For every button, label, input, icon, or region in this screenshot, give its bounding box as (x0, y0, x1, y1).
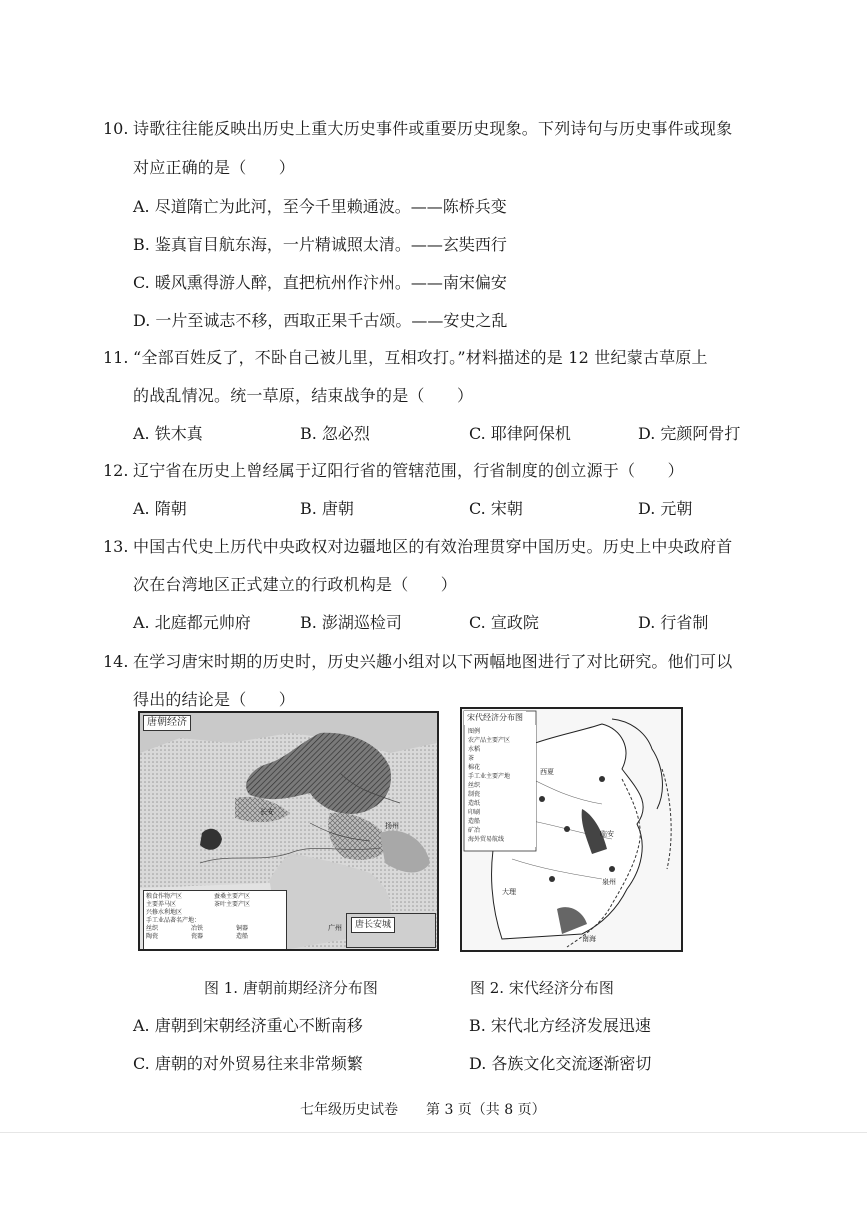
tang-map-city-changan: 长安 (260, 808, 274, 816)
song-legend-item-11: 造船 (468, 818, 481, 825)
tang-map-city-guangzhou: 广州 (328, 924, 342, 932)
question-13-line-1: 中国古代史上历代中央政权对边疆地区的有效治理贯穿中国历史。历史上中央政府首 (133, 537, 733, 556)
song-legend-item-7: 丝织 (468, 782, 481, 789)
question-10-line-1: 诗歌往往能反映出历史上重大历史事件或重要历史现象。下列诗句与历史事件或现象 (133, 119, 733, 138)
tang-inset-title: 唐长安城 (351, 917, 395, 933)
tang-economy-map (138, 711, 439, 951)
tang-legend-item-5: 兴修水利地区 (146, 909, 183, 916)
song-legend-item-2: 农产品主要产区 (468, 737, 511, 744)
question-13-option-b: B. 澎湖巡检司 (300, 613, 402, 632)
song-legend-item-9: 造纸 (468, 800, 481, 807)
song-map-city-dali: 大理 (502, 888, 516, 896)
tang-legend-item-12: 造船 (236, 933, 249, 940)
question-12-option-d: D. 元朝 (638, 499, 693, 518)
question-10-option-a: A. 尽道隋亡为此河，至今千里赖通波。——陈桥兵变 (133, 197, 507, 216)
question-14-line-2: 得出的结论是（ ） (133, 690, 296, 709)
question-10-line-2: 对应正确的是（ ） (133, 158, 296, 177)
song-economy-map (460, 707, 683, 952)
song-legend-item-3: 水稻 (468, 746, 481, 753)
song-map-label-nanhai: 南海 (582, 935, 596, 943)
question-11-line-2: 的战乱情况。统一草原，结束战争的是（ ） (133, 386, 474, 405)
question-13-line-2: 次在台湾地区正式建立的行政机构是（ ） (133, 575, 458, 594)
page-bottom-divider (0, 1132, 867, 1133)
question-14-option-a: A. 唐朝到宋朝经济重心不断南移 (133, 1016, 363, 1035)
song-legend-item-12: 矿冶 (468, 827, 481, 834)
tang-legend-item-8: 冶铁 (191, 925, 204, 932)
question-12-option-c: C. 宋朝 (469, 499, 523, 518)
figure-2-caption: 图 2. 宋代经济分布图 (470, 979, 614, 997)
tang-map-city-yangzhou: 扬州 (385, 822, 399, 830)
song-legend-item-13: 海外贸易航线 (468, 836, 505, 843)
question-10-option-d: D. 一片至诚志不移，西取正果千古颂。——安史之乱 (133, 311, 508, 330)
song-legend-item-1: 图例 (468, 728, 481, 735)
tang-legend-item-2: 蚕桑主要产区 (214, 893, 251, 900)
question-11-number: 11. (103, 348, 129, 367)
question-10-option-c: C. 暖风熏得游人醉，直把杭州作汴州。——南宋偏安 (133, 273, 507, 292)
question-13-option-d: D. 行省制 (638, 613, 709, 632)
tang-legend-item-1: 粮食作物产区 (146, 893, 183, 900)
song-map-city-xixia: 西夏 (540, 768, 554, 776)
tang-legend-item-4: 茶叶主要产区 (214, 901, 251, 908)
question-11-option-c: C. 耶律阿保机 (469, 424, 571, 443)
song-legend-item-10: 印刷 (468, 809, 481, 816)
tang-legend-item-3: 主要养马区 (146, 901, 177, 908)
question-13-number: 13. (103, 537, 129, 556)
song-map-city-quanzhou: 泉州 (602, 878, 616, 886)
question-11-option-b: B. 忽必烈 (300, 424, 370, 443)
tang-legend-item-11: 瓷器 (191, 933, 204, 940)
question-11-option-d: D. 完颜阿骨打 (638, 424, 741, 443)
tang-legend-item-9: 铜器 (236, 925, 249, 932)
song-map-legend (466, 725, 536, 847)
question-14-line-1: 在学习唐宋时期的历史时，历史兴趣小组对以下两幅地图进行了对比研究。他们可以 (133, 652, 733, 671)
tang-legend-item-10: 陶瓷 (146, 933, 159, 940)
question-13-option-a: A. 北庭都元帅府 (133, 613, 251, 632)
question-11-line-1: “全部百姓反了，不卧自己被儿里，互相攻打。”材料描述的是 12 世纪蒙古草原上 (133, 348, 708, 367)
question-12-number: 12. (103, 461, 129, 480)
page-footer: 七年级历史试卷 第 3 页（共 8 页） (300, 1102, 546, 1118)
question-12-option-a: A. 隋朝 (133, 499, 187, 518)
question-14-option-b: B. 宋代北方经济发展迅速 (469, 1016, 651, 1035)
song-map-title: 宋代经济分布图 (464, 711, 526, 725)
song-legend-item-8: 制瓷 (468, 791, 481, 798)
question-12-line-1: 辽宁省在历史上曾经属于辽阳行省的管辖范围，行省制度的创立源于（ ） (133, 461, 684, 480)
question-14-number: 14. (103, 652, 129, 671)
song-legend-item-4: 茶 (468, 755, 475, 762)
tang-legend-item-6: 手工业品著名产地： (146, 917, 201, 924)
song-map-city-linan: 临安 (600, 830, 614, 838)
question-10-option-b: B. 鉴真盲目航东海，一片精诚照太清。——玄奘西行 (133, 235, 507, 254)
song-legend-item-5: 棉花 (468, 764, 481, 771)
song-legend-item-6: 手工业主要产地 (468, 773, 511, 780)
question-14-option-d: D. 各族文化交流逐渐密切 (469, 1054, 652, 1073)
question-12-option-b: B. 唐朝 (300, 499, 354, 518)
question-14-option-c: C. 唐朝的对外贸易往来非常频繁 (133, 1054, 363, 1073)
question-10-number: 10. (103, 119, 129, 138)
tang-changan-inset (346, 913, 436, 948)
question-13-option-c: C. 宣政院 (469, 613, 539, 632)
tang-legend-item-7: 丝织 (146, 925, 159, 932)
tang-map-title: 唐朝经济 (143, 715, 191, 731)
tang-map-legend (143, 890, 287, 950)
figure-1-caption: 图 1. 唐朝前期经济分布图 (204, 979, 378, 997)
question-11-option-a: A. 铁木真 (133, 424, 203, 443)
